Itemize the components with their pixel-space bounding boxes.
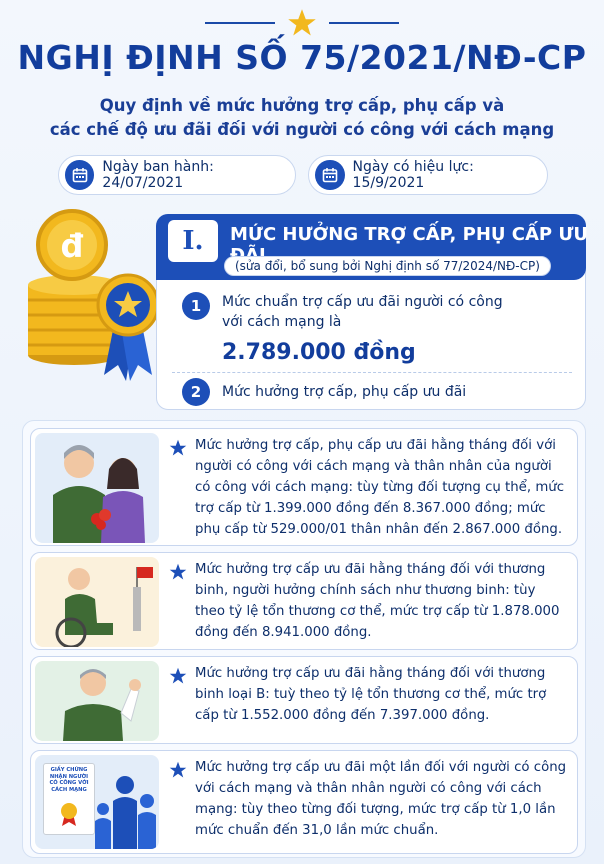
item-1-text <box>222 292 503 332</box>
page-subtitle <box>0 94 604 142</box>
detail-text-2: Mức hưởng trợ cấp ưu đãi hằng tháng đối với thương binh, người hưởng chính sách như thương binh: tùy theo tỷ lệ tổn thương cơ thể, mức trợ cấp từ 1.878.000 đồng đến 8.941.000 đồng. <box>195 562 560 640</box>
medal-icon <box>59 802 79 826</box>
standard-amount: 2.789.000 đồng <box>222 340 416 365</box>
header-line-left <box>205 22 275 24</box>
calendar-icon <box>65 160 94 190</box>
item-divider <box>172 372 572 373</box>
subtitle-line-2: các chế độ ưu đãi đối với người có công với cách mạng <box>49 120 555 139</box>
detail-text-1: Mức hưởng trợ cấp, phụ cấp ưu đãi hằng tháng đối với người có công với cách mạng và thân nhân của người có công với cách mạng: tùy từng đối tượng cụ thể, mức trợ cấp từ 1.399.000 đồng đến 8.367.000 đồng; mức phụ cấp từ 529.000/01 thân nhân đến 2.867.000 đồng. <box>195 438 565 537</box>
issued-date-label: Ngày ban hành: 24/07/2021 <box>102 159 214 191</box>
soldier-bandaged-arm-illustration <box>35 661 159 741</box>
svg-text:đ: đ <box>60 227 84 265</box>
veteran-couple-illustration <box>35 433 159 543</box>
section-number: I. <box>168 220 218 262</box>
effective-date-pill <box>308 155 548 195</box>
certificate-document <box>43 763 95 835</box>
item-1-line-2: với cách mạng là <box>222 314 342 330</box>
detail-row-2 <box>30 552 578 650</box>
family-icon <box>93 773 157 849</box>
item-1-line-1: Mức chuẩn trợ cấp ưu đãi người có công <box>222 294 503 310</box>
star-bullet-icon <box>169 563 187 581</box>
certificate-title: GIẤY CHỨNG NHẬN NGƯỜI CÓ CÔNG VỚI CÁCH MẠNG <box>49 767 89 793</box>
star-bullet-icon <box>169 667 187 685</box>
detail-row-1 <box>30 428 578 546</box>
issued-date-pill <box>58 155 296 195</box>
section-title: MỨC HƯỞNG TRỢ CẤP, PHỤ CẤP ƯU <box>230 224 589 245</box>
subtitle-line-1: Quy định về mức hưởng trợ cấp, phụ cấp và <box>99 96 505 115</box>
detail-text-3: Mức hưởng trợ cấp ưu đãi hằng tháng đối với thương binh loại B: tuỳ theo tỷ lệ tổn thương cơ thể, mức trợ cấp từ 1.552.000 đồng đến 7.397.000 đồng. <box>195 666 547 723</box>
item-number-2: 2 <box>182 378 210 406</box>
certificate-family-illustration <box>35 755 159 849</box>
detail-row-3 <box>30 656 578 744</box>
section-note: (sửa đổi, bổ sung bởi Nghị định số 77/2024/NĐ-CP) <box>224 256 551 276</box>
page-title: NGHỊ ĐỊNH SỐ 75/2021/NĐ-CP <box>17 38 587 77</box>
wounded-soldier-wheelchair-illustration <box>35 557 159 647</box>
star-bullet-icon <box>169 439 187 457</box>
header-line-right <box>329 22 399 24</box>
calendar-icon <box>315 160 345 190</box>
item-number-1: 1 <box>182 292 210 320</box>
detail-row-4 <box>30 750 578 854</box>
effective-date-label: Ngày có hiệu lực: 15/9/2021 <box>352 159 474 191</box>
item-2-text: Mức hưởng trợ cấp, phụ cấp ưu đãi <box>222 384 467 400</box>
star-bullet-icon <box>169 761 187 779</box>
detail-text-4: Mức hưởng trợ cấp ưu đãi một lần đối với người có công với cách mạng và thân nhân người có công với cách mạng: tùy theo từng đối tượng, mức trợ cấp từ 1,0 lần mức chuẩn đến 31,0 lần mức chuẩn. <box>195 760 567 838</box>
star-icon <box>287 8 317 38</box>
dong-coin-icon <box>14 205 164 385</box>
